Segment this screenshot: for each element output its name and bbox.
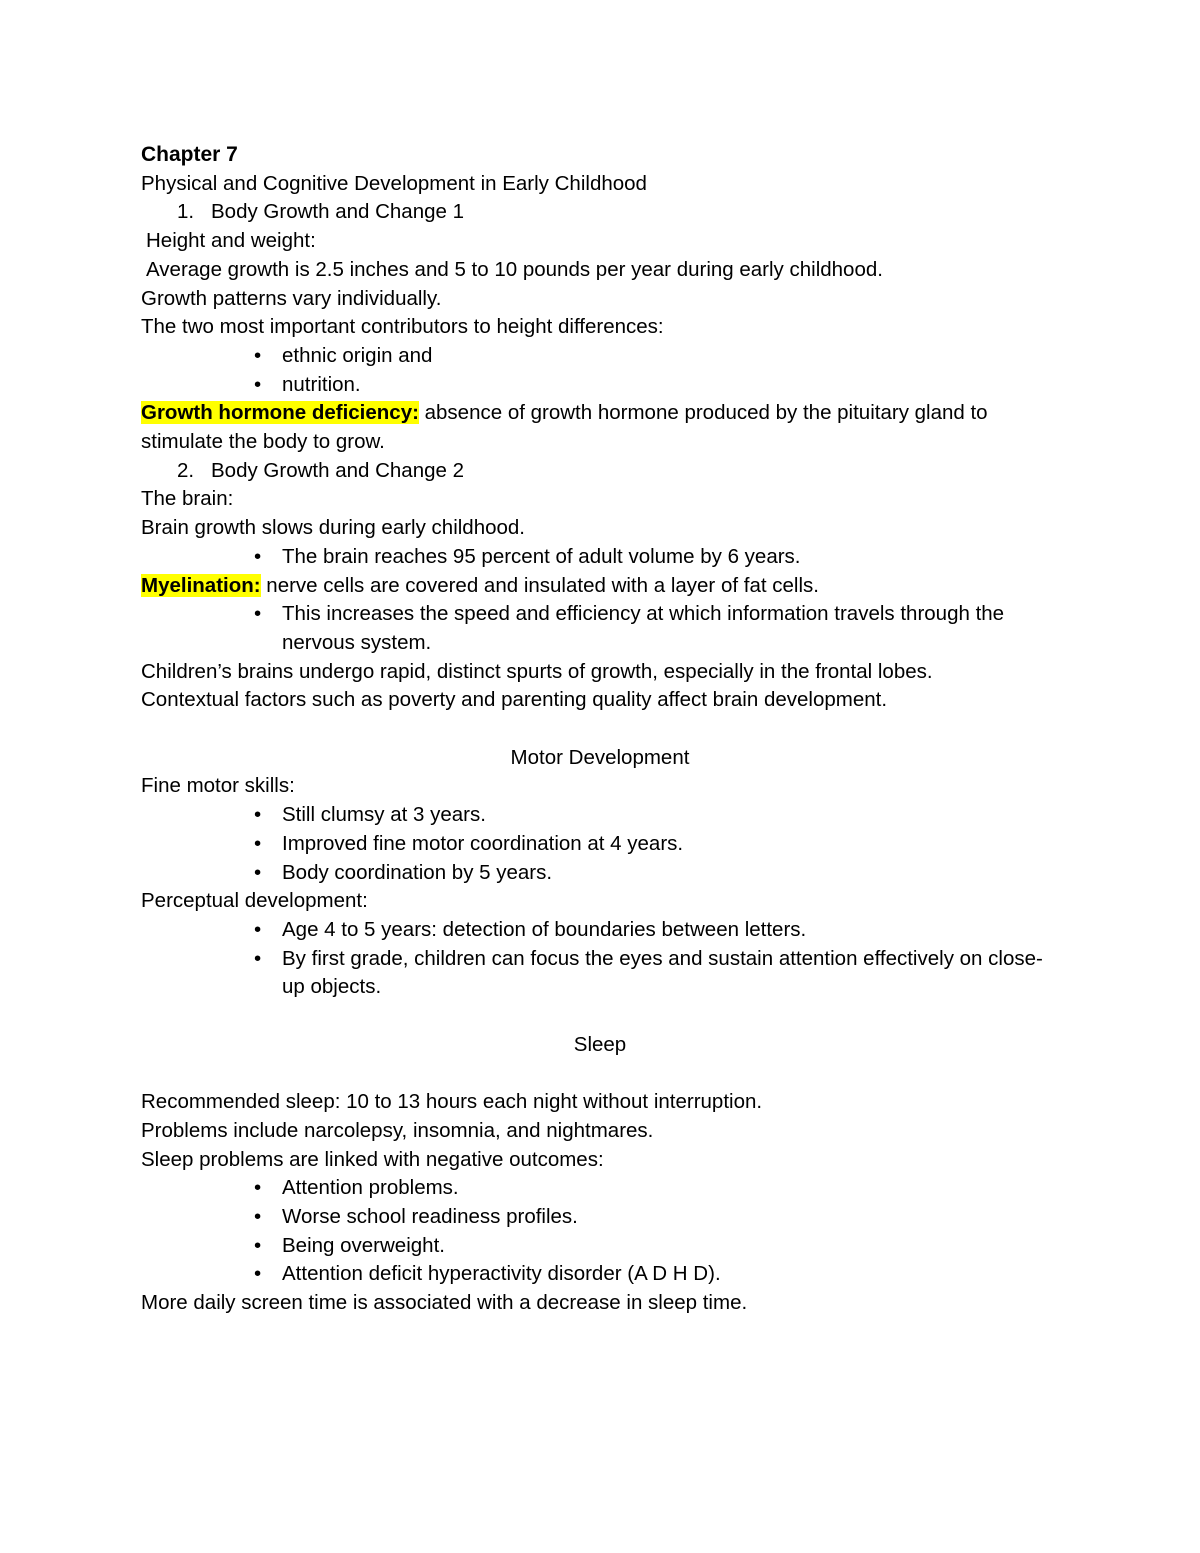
bullet-icon: • <box>254 602 262 626</box>
contextual-factors-text: Contextual factors such as poverty and parenting quality affect brain development. <box>141 688 888 712</box>
sleep-heading: Sleep <box>573 1032 627 1056</box>
bullet-icon: • <box>254 917 262 941</box>
bullet-icon: • <box>254 860 262 884</box>
list-item <box>141 830 1061 859</box>
numbered-heading-text: Body Growth and Change 2 <box>211 458 464 482</box>
ghd-definition <box>141 399 1061 456</box>
list-number: 2. <box>177 458 195 482</box>
list-item-text: Worse school readiness profiles. <box>282 1204 578 1228</box>
list-item-text: ethnic origin and <box>282 343 433 367</box>
bullet-icon: • <box>254 1176 262 1200</box>
list-number: 1. <box>177 200 195 224</box>
bullet-icon: • <box>254 372 262 396</box>
highlighted-term: Growth hormone deficiency: <box>141 401 419 425</box>
highlighted-term: Myelination: <box>141 573 261 597</box>
blank-line <box>141 1059 1061 1088</box>
blank-line <box>141 1002 1061 1031</box>
fine-motor-label: Fine motor skills: <box>141 774 295 798</box>
list-item-text: nutrition. <box>282 372 361 396</box>
numbered-heading-2 <box>141 457 1061 486</box>
contributors-text: The two most important contributors to height differences: <box>141 315 664 339</box>
list-item <box>141 1232 1061 1261</box>
bullet-icon: • <box>254 831 262 855</box>
list-item-text: This increases the speed and efficiency at which information travels through the nervous system. <box>282 602 1005 654</box>
list-item <box>141 1203 1061 1232</box>
definition-text: absence of growth hormone produced by the pituitary gland to stimulate the body to grow. <box>141 401 988 454</box>
list-item-text: Still clumsy at 3 years. <box>282 803 486 827</box>
blank-line <box>141 715 1061 744</box>
list-item <box>141 371 1061 400</box>
the-brain-label: The brain: <box>141 487 234 511</box>
list-item <box>141 1174 1061 1203</box>
motor-development-heading: Motor Development <box>510 745 690 769</box>
average-growth-text: Average growth is 2.5 inches and 5 to 10 pounds per year during early childhood. <box>146 257 883 281</box>
list-item <box>141 945 1061 1002</box>
definition-text: nerve cells are covered and insulated with a layer of fat cells. <box>260 573 819 597</box>
myelination-definition <box>141 572 1061 601</box>
bullet-icon: • <box>254 803 262 827</box>
list-item-text: Attention deficit hyperactivity disorder (A D H D). <box>282 1262 721 1286</box>
list-item <box>141 543 1061 572</box>
document-body <box>141 141 1061 1318</box>
list-item-text: Being overweight. <box>282 1233 445 1257</box>
screen-time-text: More daily screen time is associated with a decrease in sleep time. <box>141 1291 748 1315</box>
bullet-icon: • <box>254 544 262 568</box>
list-item-text: Attention problems. <box>282 1176 459 1200</box>
sleep-problems-text: Problems include narcolepsy, insomnia, and nightmares. <box>141 1118 654 1142</box>
list-item <box>141 1260 1061 1289</box>
perceptual-label: Perceptual development: <box>141 889 368 913</box>
brain-slows-text: Brain growth slows during early childhood. <box>141 516 526 540</box>
list-item-text: By first grade, children can focus the eyes and sustain attention effectively on close-up objects. <box>282 946 1043 999</box>
bullet-icon: • <box>254 1262 262 1286</box>
bullet-icon: • <box>254 1204 262 1228</box>
bullet-icon: • <box>254 343 262 367</box>
list-item <box>141 600 1061 657</box>
list-item <box>141 342 1061 371</box>
list-item-text: The brain reaches 95 percent of adult volume by 6 years. <box>282 544 801 568</box>
numbered-heading-1 <box>141 198 1061 227</box>
chapter-title: Chapter 7 <box>141 143 238 166</box>
list-item-text: Body coordination by 5 years. <box>282 860 553 884</box>
brain-spurts-text: Children’s brains undergo rapid, distinct spurts of growth, especially in the frontal lobes. <box>141 659 933 683</box>
recommended-sleep-text: Recommended sleep: 10 to 13 hours each night without interruption. <box>141 1090 763 1114</box>
numbered-heading-text: Body Growth and Change 1 <box>211 200 464 224</box>
document-subtitle: Physical and Cognitive Development in Early Childhood <box>141 171 647 195</box>
height-weight-label: Height and weight: <box>146 229 316 253</box>
list-item <box>141 859 1061 888</box>
list-item-text: Improved fine motor coordination at 4 years. <box>282 831 684 855</box>
list-item <box>141 916 1061 945</box>
bullet-icon: • <box>254 946 262 970</box>
bullet-icon: • <box>254 1233 262 1257</box>
list-item-text: Age 4 to 5 years: detection of boundaries between letters. <box>282 917 807 941</box>
negative-outcomes-text: Sleep problems are linked with negative outcomes: <box>141 1147 604 1171</box>
growth-patterns-text: Growth patterns vary individually. <box>141 286 442 310</box>
list-item <box>141 801 1061 830</box>
